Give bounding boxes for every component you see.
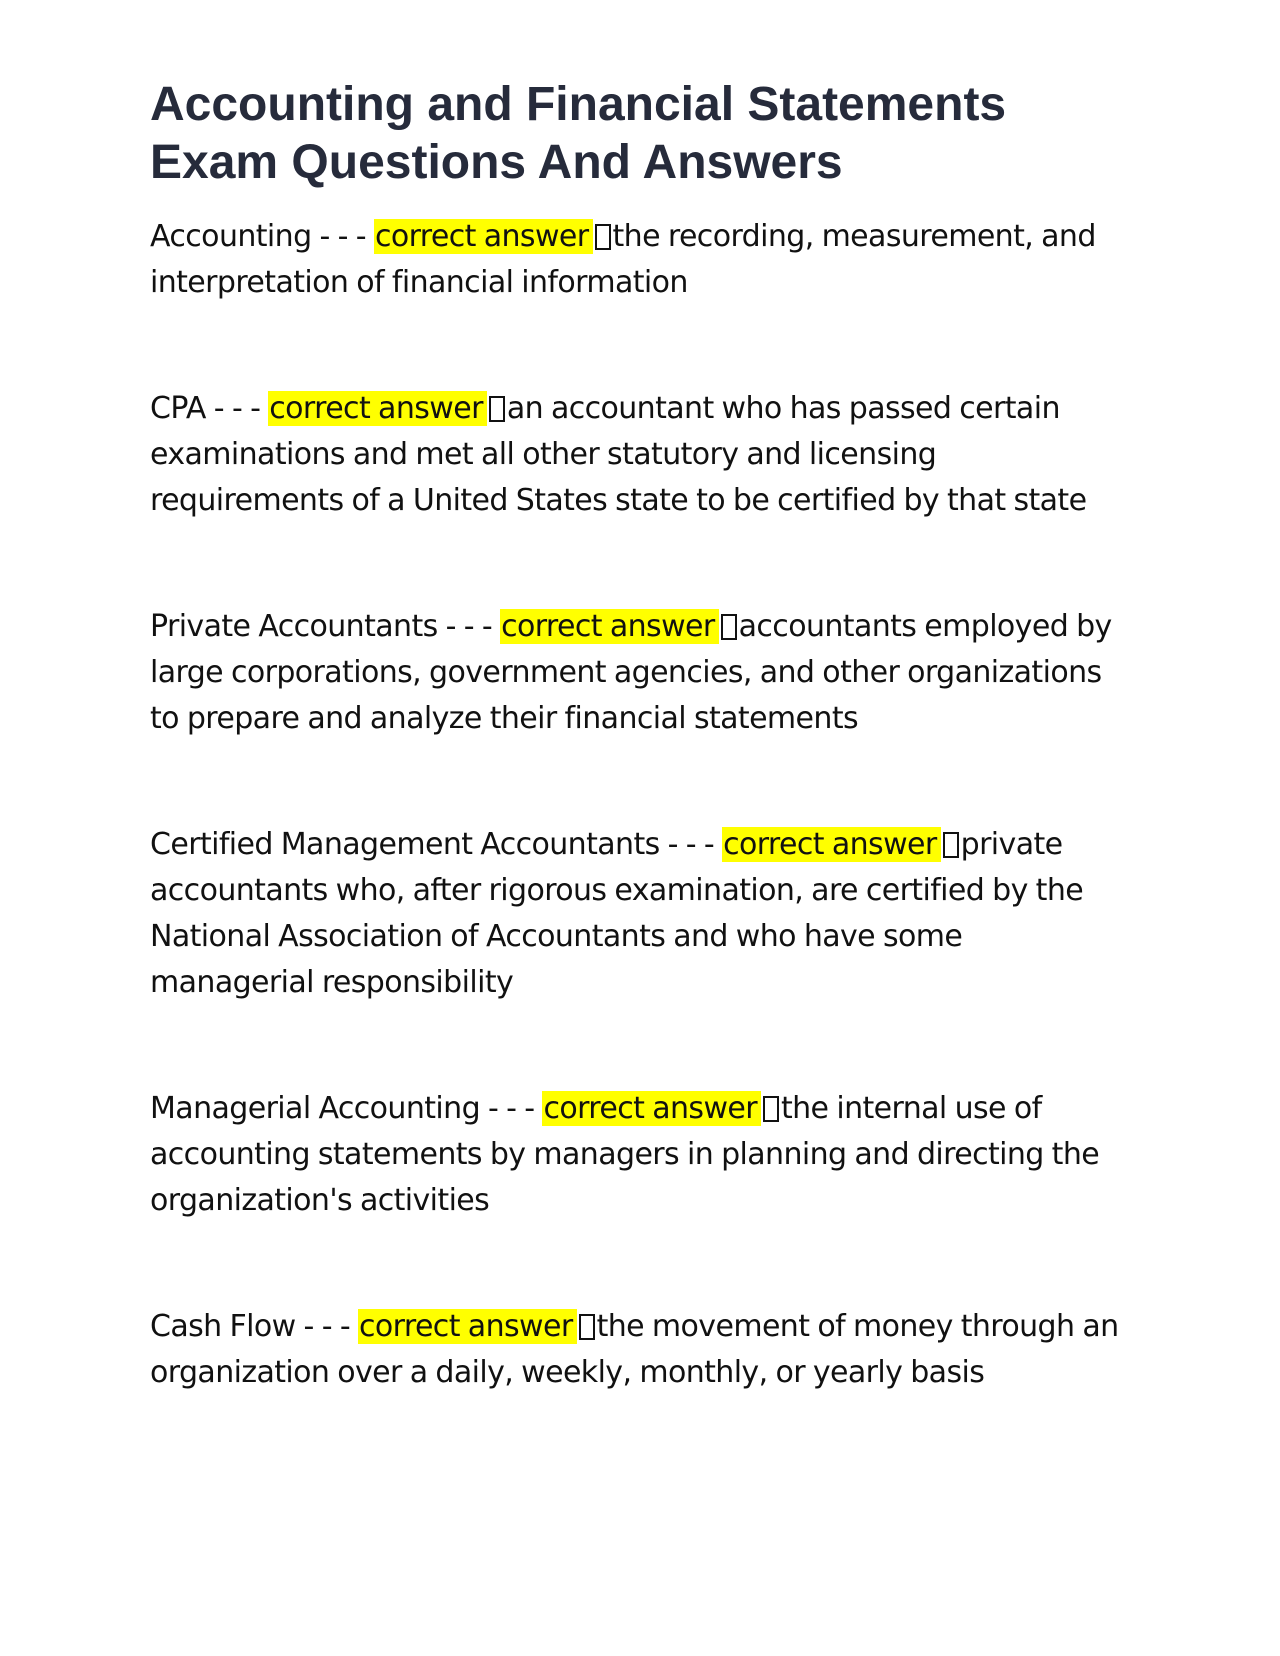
correct-answer-highlight: correct answer	[268, 391, 487, 426]
qa-item-cash-flow	[150, 1304, 1130, 1396]
qa-list	[150, 214, 1130, 1396]
correct-answer-highlight: correct answer	[542, 1091, 761, 1126]
qa-term: Cash Flow	[150, 1309, 296, 1344]
correct-answer-highlight: correct answer	[500, 609, 719, 644]
qa-definition: an accountant who has passed certain examinations and met all other statutory and licensing requirements of a United States state to be certified by that state	[150, 391, 1087, 518]
qa-item-managerial-accounting	[150, 1086, 1130, 1224]
qa-definition: private accountants who, after rigorous examination, are certified by the National Association of Accountants and who have some managerial responsibility	[150, 827, 1084, 1000]
correct-answer-highlight: correct answer	[374, 219, 593, 254]
qa-term: Certified Management Accountants	[150, 827, 660, 862]
qa-item-certified-management-accountants	[150, 822, 1130, 1006]
qa-definition: the movement of money through an organization over a daily, weekly, monthly, or yearly basis	[150, 1309, 1119, 1390]
missing-glyph-box-icon	[489, 396, 505, 422]
missing-glyph-box-icon	[943, 832, 959, 858]
missing-glyph-box-icon	[763, 1096, 779, 1122]
qa-definition: the internal use of accounting statements by managers in planning and directing the organization's activities	[150, 1091, 1100, 1218]
missing-glyph-box-icon	[579, 1314, 595, 1340]
qa-item-private-accountants	[150, 604, 1130, 742]
qa-separator: - - -	[437, 609, 501, 644]
correct-answer-highlight: correct answer	[722, 827, 941, 862]
document-title: Accounting and Financial Statements Exam Questions And Answers	[150, 78, 1007, 189]
correct-answer-highlight: correct answer	[358, 1309, 577, 1344]
qa-separator: - - -	[480, 1091, 543, 1126]
qa-item-accounting	[150, 214, 1130, 306]
qa-separator: - - -	[311, 219, 374, 254]
qa-separator: - - -	[659, 827, 723, 862]
qa-item-cpa	[150, 386, 1130, 524]
qa-definition: accountants employed by large corporations, government agencies, and other organizations to prepare and analyze their financial statements	[150, 609, 1112, 736]
qa-separator: - - -	[205, 391, 269, 426]
document-page	[150, 76, 1130, 1476]
missing-glyph-box-icon	[721, 614, 737, 640]
qa-definition: the recording, measurement, and interpretation of financial information	[150, 219, 1096, 300]
qa-term: CPA	[150, 391, 206, 426]
missing-glyph-box-icon	[595, 224, 611, 250]
qa-term: Accounting	[150, 219, 312, 254]
qa-term: Managerial Accounting	[150, 1091, 481, 1126]
qa-term: Private Accountants	[150, 609, 438, 644]
qa-separator: - - -	[295, 1309, 359, 1344]
